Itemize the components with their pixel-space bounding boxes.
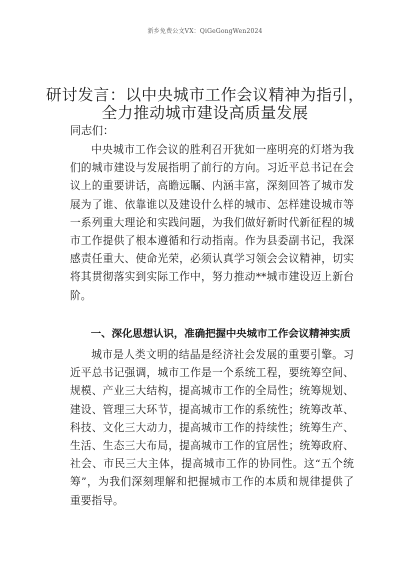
section-heading-1: 一、深化思想认识，准确把握中央城市工作会议精神实质: [90, 328, 351, 340]
header-note: 新乡免费公文VX：QiGeGongWen2024: [147, 28, 263, 35]
body-paragraph-1: 中央城市工作会议的胜利召开犹如一座明亮的灯塔为我们的城市建设与发展指明了前行的方向。习近平总书记在会议上的重要讲话，高瞻远瞩、内涵丰富，深刻回答了城市发展为了谁、依靠谁以及建设什么样的城市、怎样建设城市等一系列重大理论和实践问题，为我们做好新时代新征程的城市工作提供了根本遵循和行动指南。作为县委副书记，我深感责任重大、使命光荣，必须认真学习领会会议精神，切实将其贯彻落实到实际工作中，努力推动**城市建设迈上新台阶。: [70, 144, 354, 302]
document-title-line-2: 全力推动城市建设高质量发展: [101, 104, 309, 122]
body-paragraph-2: 城市是人类文明的结晶是经济社会发展的重要引擎。习近平总书记强调，城市工作是一个系统工程，要统筹空间、规模、产业三大结构，提高城市工作的全局性；统筹规划、建设、管理三大环节，提高城市工作的系统性；统筹改革、科技、文化三大动力，提高城市工作的持续性；统筹生产、生活、生态三大布局，提高城市工作的宜居性；统筹政府、社会、市民三大主体，提高城市工作的协同性。这“五个统筹”，为我们深刻理解和把握城市工作的本质和规律提供了重要指导。: [70, 349, 354, 507]
document-title-line-1: 研讨发言：以中央城市工作会议精神为指引，: [45, 86, 364, 104]
salutation: 同志们：: [70, 124, 114, 137]
